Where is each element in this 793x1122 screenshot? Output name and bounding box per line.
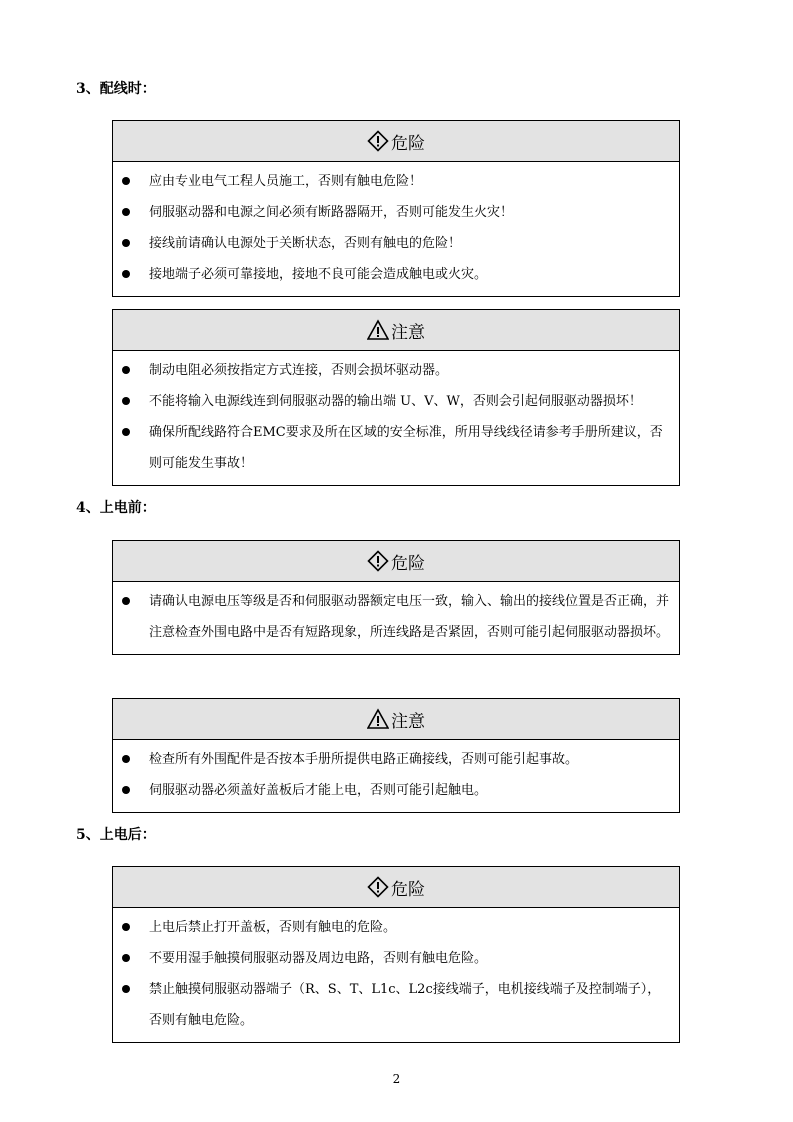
bullet-icon (122, 954, 130, 962)
bullet-icon (122, 239, 130, 247)
section-heading-after-power-on: 5、上电后： (76, 827, 156, 843)
danger-box-title: 危险 (391, 553, 425, 574)
bullet-icon (122, 270, 130, 278)
caution-box-title: 注意 (391, 322, 425, 343)
bullet-icon (122, 397, 130, 405)
list-item: 制动电阻必须按指定方式连接，否则会损坏驱动器。 (113, 355, 679, 386)
warning-triangle-icon (367, 319, 389, 341)
list-item: 伺服驱动器必须盖好盖板后才能上电，否则可能引起触电。 (113, 775, 679, 806)
list-item: 伺服驱动器和电源之间必须有断路器隔开，否则可能发生火灾！ (113, 197, 679, 228)
bullet-icon (122, 597, 130, 605)
bullet-icon (122, 755, 130, 763)
page-number: 2 (392, 1072, 401, 1086)
danger-box-before-power-on (112, 540, 680, 655)
caution-box-title: 注意 (391, 711, 425, 732)
caution-box-wiring (112, 309, 680, 486)
list-item: 不要用湿手触摸伺服驱动器及周边电路，否则有触电危险。 (113, 943, 679, 974)
danger-box-header (113, 867, 679, 908)
danger-box-wiring (112, 120, 680, 297)
bullet-icon (122, 366, 130, 374)
list-item: 确保所配线路符合EMC要求及所在区域的安全标准，所用导线线径请参考手册所建议，否则可能发生事故！ (113, 417, 679, 479)
danger-box-title: 危险 (391, 133, 425, 154)
bullet-icon (122, 177, 130, 185)
list-item: 接地端子必须可靠接地，接地不良可能会造成触电或火灾。 (113, 259, 679, 290)
bullet-icon (122, 428, 130, 436)
bullet-icon (122, 985, 130, 993)
danger-box-after-power-on (112, 866, 680, 1043)
danger-exclamation-icon (367, 130, 389, 152)
list-item: 检查所有外围配件是否按本手册所提供电路正确接线，否则可能引起事故。 (113, 744, 679, 775)
danger-exclamation-icon (367, 876, 389, 898)
section-heading-wiring: 3、配线时： (76, 81, 156, 97)
list-item: 请确认电源电压等级是否和伺服驱动器额定电压一致，输入、输出的接线位置是否正确，并注意检查外围电路中是否有短路现象，所连线路是否紧固，否则可能引起伺服驱动器损坏。 (113, 586, 679, 648)
list-item: 不能将输入电源线连到伺服驱动器的输出端 U、V、W，否则会引起伺服驱动器损坏！ (113, 386, 679, 417)
list-item: 应由专业电气工程人员施工，否则有触电危险！ (113, 166, 679, 197)
bullet-icon (122, 786, 130, 794)
danger-exclamation-icon (367, 550, 389, 572)
bullet-icon (122, 923, 130, 931)
section-heading-before-power-on: 4、上电前： (76, 500, 156, 516)
caution-box-before-power-on (112, 698, 680, 813)
list-item: 禁止触摸伺服驱动器端子（R、S、T、L1c、L2c接线端子，电机接线端子及控制端子），否则有触电危险。 (113, 974, 679, 1036)
danger-box-header (113, 121, 679, 162)
danger-box-title: 危险 (391, 879, 425, 900)
list-item: 接线前请确认电源处于关断状态，否则有触电的危险！ (113, 228, 679, 259)
danger-box-header (113, 541, 679, 582)
bullet-icon (122, 208, 130, 216)
caution-box-header (113, 699, 679, 740)
list-item: 上电后禁止打开盖板，否则有触电的危险。 (113, 912, 679, 943)
warning-triangle-icon (367, 708, 389, 730)
caution-box-header (113, 310, 679, 351)
